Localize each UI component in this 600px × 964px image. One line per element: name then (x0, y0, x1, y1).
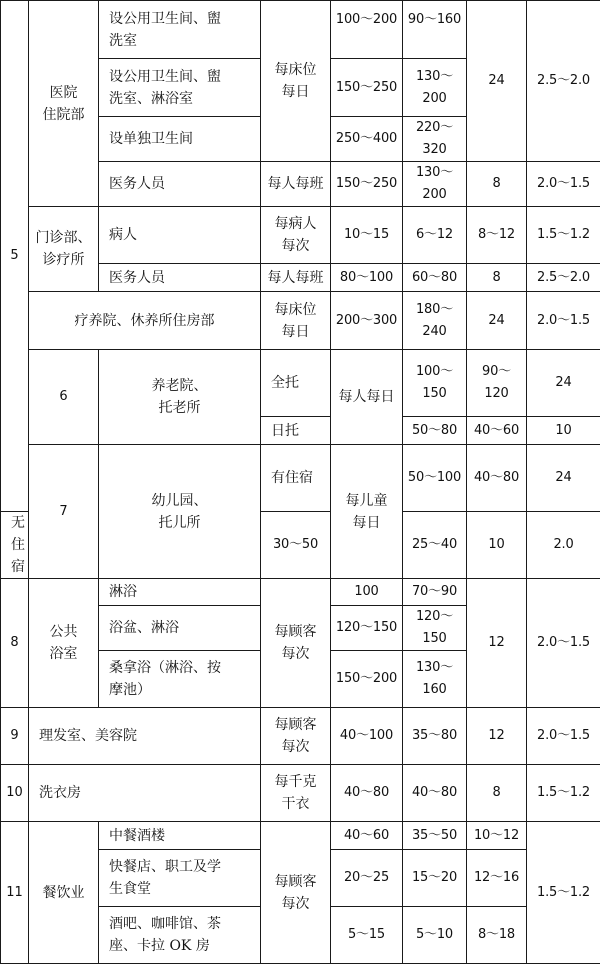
usage-item: 设公用卫生间、盥 洗室 (99, 1, 261, 59)
building-category: 养老院、 托老所 (99, 350, 261, 445)
usage-item: 设公用卫生间、盥 洗室、淋浴室 (99, 59, 261, 117)
usage-item: 快餐店、职工及学 生食堂 (99, 850, 261, 907)
usage-hours: 24 (527, 350, 600, 417)
avg-daily-quota: 130～200 (403, 59, 467, 117)
avg-daily-quota: 90～120 (467, 350, 527, 417)
usage-hours: 8 (467, 765, 527, 822)
avg-daily-quota: 25～40 (403, 512, 467, 579)
unit-cell: 每顾客 每次 (261, 822, 331, 964)
usage-item: 医务人员 (99, 264, 261, 292)
avg-daily-quota: 70～90 (403, 579, 467, 606)
max-daily-quota: 100～150 (403, 350, 467, 417)
hourly-variation-coefficient: 2.5～2.0 (527, 264, 600, 292)
usage-item: 日托 (261, 417, 331, 445)
row-number: 7 (29, 445, 99, 579)
usage-item: 无住宿 (1, 512, 29, 579)
unit-cell: 每顾客 每次 (261, 579, 331, 708)
max-daily-quota: 5～15 (331, 907, 403, 964)
hourly-variation-coefficient: 2.0 (527, 512, 600, 579)
usage-item: 设单独卫生间 (99, 117, 261, 162)
usage-hours: 10～12 (467, 822, 527, 850)
max-daily-quota: 40～80 (331, 765, 403, 822)
building-category: 幼儿园、 托儿所 (99, 445, 261, 579)
unit-cell: 每人每日 (331, 350, 403, 445)
avg-daily-quota: 35～50 (403, 822, 467, 850)
hourly-variation-coefficient: 1.5～1.2 (527, 207, 600, 264)
hourly-variation-coefficient: 1.5～1.2 (527, 765, 600, 822)
max-daily-quota: 150～200 (331, 651, 403, 708)
usage-hours: 12～16 (467, 850, 527, 907)
building-category: 门诊部、 诊疗所 (29, 207, 99, 292)
avg-daily-quota: 40～80 (467, 445, 527, 512)
row-number: 8 (1, 579, 29, 708)
avg-daily-quota: 180～240 (403, 292, 467, 350)
max-daily-quota: 30～50 (261, 512, 331, 579)
hourly-variation-coefficient: 1.5～1.2 (527, 822, 600, 964)
table-row (1, 579, 600, 606)
table-row (1, 708, 600, 765)
max-daily-quota: 120～150 (331, 606, 403, 651)
usage-hours: 10 (527, 417, 600, 445)
usage-item: 医务人员 (99, 162, 261, 207)
usage-item: 酒吧、咖啡馆、茶 座、卡拉 OK 房 (99, 907, 261, 964)
usage-hours: 12 (467, 708, 527, 765)
building-category: 理发室、美容院 (29, 708, 261, 765)
max-daily-quota: 200～300 (331, 292, 403, 350)
avg-daily-quota: 40～80 (403, 765, 467, 822)
usage-hours: 8～12 (467, 207, 527, 264)
usage-item: 中餐酒楼 (99, 822, 261, 850)
avg-daily-quota: 35～80 (403, 708, 467, 765)
building-category: 医院 住院部 (29, 1, 99, 207)
unit-cell: 每顾客 每次 (261, 708, 331, 765)
max-daily-quota: 80～100 (331, 264, 403, 292)
table-row (1, 350, 600, 417)
usage-item: 桑拿浴（淋浴、按 摩池） (99, 651, 261, 708)
avg-daily-quota: 15～20 (403, 850, 467, 907)
avg-daily-quota: 6～12 (403, 207, 467, 264)
unit-cell: 每儿童 每日 (331, 445, 403, 579)
table-row (1, 765, 600, 822)
max-daily-quota: 40～100 (331, 708, 403, 765)
usage-item: 浴盆、淋浴 (99, 606, 261, 651)
avg-daily-quota: 130～200 (403, 162, 467, 207)
usage-hours: 8～18 (467, 907, 527, 964)
max-daily-quota: 150～250 (331, 162, 403, 207)
max-daily-quota: 100～200 (331, 1, 403, 59)
building-category: 疗养院、休养所住房部 (29, 292, 261, 350)
unit-cell: 每千克 干衣 (261, 765, 331, 822)
building-category: 餐饮业 (29, 822, 99, 964)
usage-hours: 10 (467, 512, 527, 579)
table-row (1, 292, 600, 350)
max-daily-quota: 250～400 (331, 117, 403, 162)
hourly-variation-coefficient: 2.0～1.5 (527, 292, 600, 350)
usage-item: 淋浴 (99, 579, 261, 606)
usage-hours: 24 (467, 1, 527, 162)
avg-daily-quota: 220～320 (403, 117, 467, 162)
max-daily-quota: 10～15 (331, 207, 403, 264)
usage-item: 全托 (261, 350, 331, 417)
table-row (1, 822, 600, 850)
unit-cell: 每床位 每日 (261, 1, 331, 162)
hourly-variation-coefficient: 2.0～1.5 (527, 162, 600, 207)
avg-daily-quota: 40～60 (467, 417, 527, 445)
max-daily-quota: 50～100 (403, 445, 467, 512)
avg-daily-quota: 90～160 (403, 1, 467, 59)
max-daily-quota: 150～250 (331, 59, 403, 117)
building-category: 洗衣房 (29, 765, 261, 822)
table-row (1, 445, 600, 512)
unit-cell: 每人每班 (261, 162, 331, 207)
unit-cell: 每病人 每次 (261, 207, 331, 264)
usage-item: 病人 (99, 207, 261, 264)
hourly-variation-coefficient: 2.5～2.0 (527, 1, 600, 162)
row-number: 10 (1, 765, 29, 822)
max-daily-quota: 100 (331, 579, 403, 606)
avg-daily-quota: 60～80 (403, 264, 467, 292)
max-daily-quota: 50～80 (403, 417, 467, 445)
usage-hours: 24 (527, 445, 600, 512)
table-row (1, 1, 600, 59)
max-daily-quota: 40～60 (331, 822, 403, 850)
row-number: 6 (29, 350, 99, 445)
table-row (1, 207, 600, 264)
usage-hours: 12 (467, 579, 527, 708)
usage-hours: 8 (467, 162, 527, 207)
avg-daily-quota: 120～150 (403, 606, 467, 651)
unit-cell: 每床位 每日 (261, 292, 331, 350)
usage-hours: 8 (467, 264, 527, 292)
row-number: 5 (1, 1, 29, 512)
unit-cell: 每人每班 (261, 264, 331, 292)
avg-daily-quota: 130～160 (403, 651, 467, 708)
usage-hours: 24 (467, 292, 527, 350)
row-number: 11 (1, 822, 29, 964)
hourly-variation-coefficient: 2.0～1.5 (527, 579, 600, 708)
avg-daily-quota: 5～10 (403, 907, 467, 964)
building-category: 公共 浴室 (29, 579, 99, 708)
row-number: 9 (1, 708, 29, 765)
hourly-variation-coefficient: 2.0～1.5 (527, 708, 600, 765)
usage-item: 有住宿 (261, 445, 331, 512)
max-daily-quota: 20～25 (331, 850, 403, 907)
